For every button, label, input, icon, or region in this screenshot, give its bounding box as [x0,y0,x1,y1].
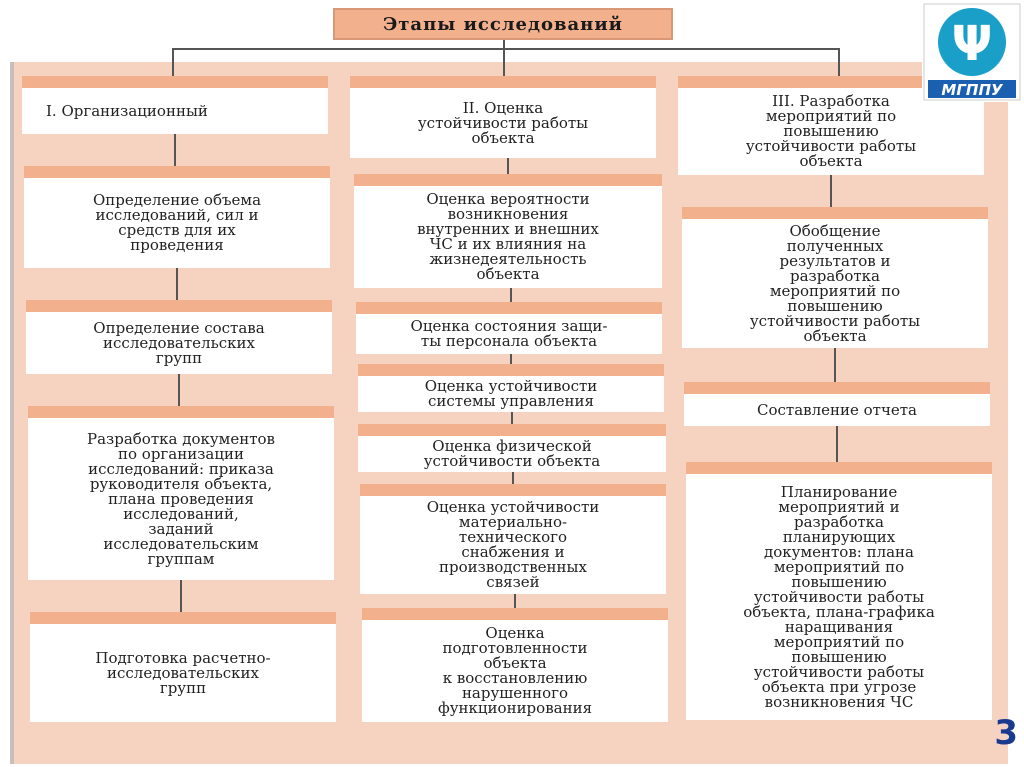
column-2-step-3: Оценка устойчивости системы управления [358,364,664,412]
column-1-step-4: Подготовка расчетно- исследовательских групп [30,612,336,722]
connector-c2-3 [510,354,512,364]
connector-c1-4 [180,580,182,612]
logo-symbol: Ψ [951,16,993,72]
column-1-step-3: Разработка документов по организации исследований: приказа руководителя объекта, плана проведения исследований, заданий исследовательским группам [28,406,334,580]
connector-col1-drop [172,48,174,76]
connector-c2-2 [510,288,512,302]
connector-c1-1 [174,134,176,166]
psi-logo-icon [922,2,1022,102]
connector-c2-6 [514,594,516,608]
column-2-step-2: Оценка состояния защи- ты персонала объекта [356,302,662,354]
connector-col2-drop [503,48,505,76]
column-1-header: I. Организационный [22,76,328,134]
column-1-step-1: Определение объема исследований, сил и средств для их проведения [24,166,330,268]
column-3-step-2: Составление отчета [684,382,990,426]
diagram-title: Этапы исследований [333,8,673,40]
connector-c1-3 [178,374,180,406]
connector-c2-5 [512,472,514,484]
column-3-header: III. Разработка мероприятий по повышению устойчивости работы объекта [678,76,984,175]
connector-c2-1 [507,158,509,174]
connector-c2-4 [511,412,513,424]
connector-c3-3 [836,426,838,462]
connector-horizontal [172,48,840,50]
column-1-step-2: Определение состава исследовательских групп [26,300,332,374]
column-2-step-5: Оценка устойчивости материально- технического снабжения и производственных связей [360,484,666,594]
logo-text: МГППУ [941,81,1003,99]
mgppu-logo [922,2,1022,102]
connector-c3-2 [834,348,836,382]
column-2-header: II. Оценка устойчивости работы объекта [350,76,656,158]
column-2-step-4: Оценка физической устойчивости объекта [358,424,666,472]
connector-col3-drop [838,48,840,76]
connector-c1-2 [176,268,178,300]
page-number: 3 [994,713,1018,753]
column-3-step-1: Обобщение полученных результатов и разработка мероприятий по повышению устойчивости работы объекта [682,207,988,348]
connector-c3-1 [830,175,832,207]
column-2-step-6: Оценка подготовленности объекта к восстановлению нарушенного функционирования [362,608,668,722]
column-3-step-3: Планирование мероприятий и разработка планирующих документов: плана мероприятий по повышению устойчивости работы объекта, плана-графика наращивания мероприятий по повышению устойчивости работы объекта при угрозе возникновения ЧС [686,462,992,720]
column-2-step-1: Оценка вероятности возникновения внутренних и внешних ЧС и их влияния на жизнедеятельность объекта [354,174,662,288]
